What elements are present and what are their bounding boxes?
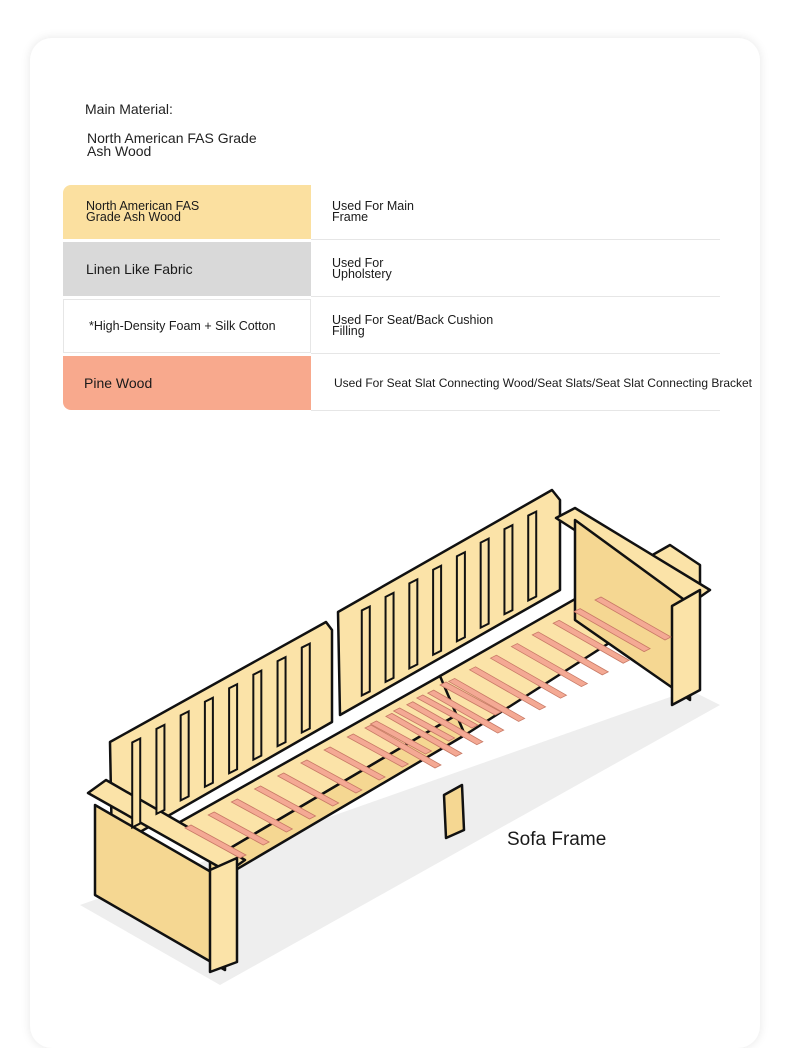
material-use-line1: Used For	[332, 256, 384, 270]
material-use-line1: Used For Main	[332, 199, 414, 213]
back-spindle	[229, 684, 237, 773]
material-use-line2: Upholstery	[332, 267, 392, 281]
back-spindle	[205, 698, 213, 787]
back-spindle	[181, 711, 189, 800]
main-material-label: Main Material:	[85, 101, 173, 117]
back-spindle	[132, 738, 140, 827]
back-spindle	[156, 725, 164, 814]
material-name-line2: Grade Ash Wood	[86, 210, 181, 224]
back-spindle	[457, 552, 465, 641]
back-spindle	[481, 539, 489, 628]
back-spindle	[253, 671, 261, 760]
middle-leg	[444, 785, 464, 838]
back-spindle	[302, 644, 310, 733]
main-material-value-line2: Ash Wood	[87, 143, 152, 159]
back-spindle	[504, 525, 512, 614]
back-spindle	[528, 512, 536, 601]
main-material-value-line1: North American FAS Grade	[87, 130, 257, 146]
back-spindle	[433, 566, 441, 655]
material-name-line1: North American FAS	[86, 199, 200, 213]
left-arm-leg	[210, 858, 237, 972]
material-name-line1: *High-Density Foam + Silk Cotton	[89, 318, 276, 333]
back-spindle	[362, 606, 370, 695]
material-name-line1: Pine Wood	[84, 374, 153, 391]
material-use-line1: Used For Seat/Back Cushion	[332, 313, 494, 327]
back-spindle	[386, 593, 394, 682]
back-spindle	[278, 657, 286, 746]
material-use-line1: Used For Seat Slat Connecting Wood/Seat Slats/Seat Slat Connecting Bracket	[334, 375, 753, 390]
material-use-line2: Frame	[332, 210, 369, 224]
material-name-line1: Linen Like Fabric	[86, 260, 193, 277]
material-use-line2: Filling	[332, 324, 365, 338]
back-spindle	[409, 579, 417, 668]
sofa-frame-caption: Sofa Frame	[507, 829, 607, 850]
right-arm-leg	[672, 590, 700, 705]
